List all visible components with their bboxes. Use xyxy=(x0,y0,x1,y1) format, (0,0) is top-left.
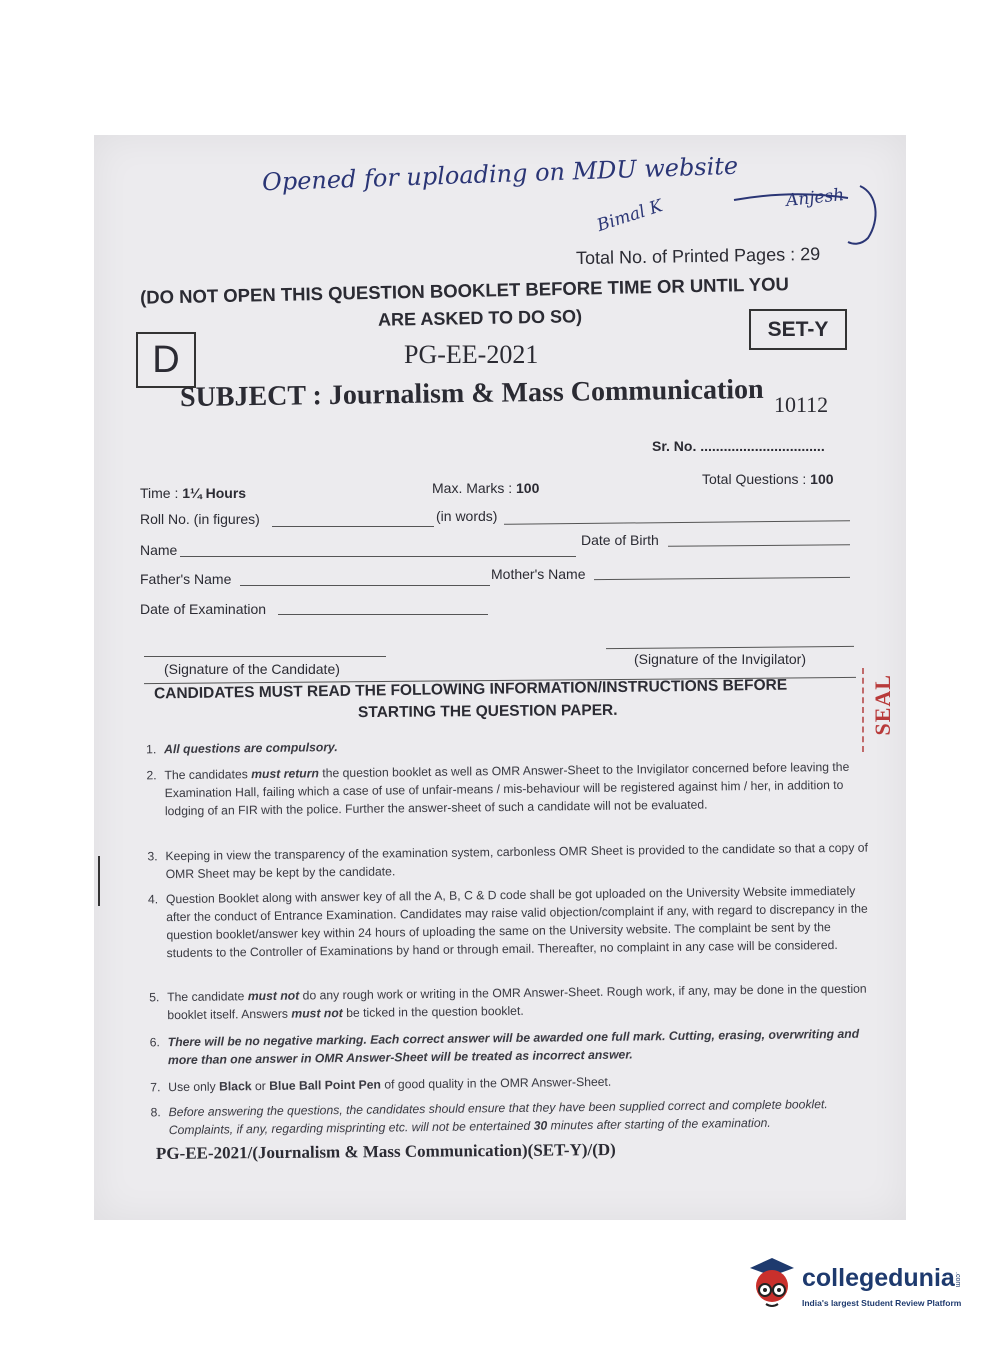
max-marks-value: 100 xyxy=(516,480,540,496)
seal-text: SEAL xyxy=(870,674,895,736)
instruction-number: 7. xyxy=(150,1080,161,1095)
total-questions-label: Total Questions : xyxy=(702,471,811,487)
sr-no: Sr. No. ................................ xyxy=(652,438,825,454)
name-line xyxy=(180,556,576,557)
invigilator-signature-label: (Signature of the Invigilator) xyxy=(634,651,806,667)
instruction-emphasis: must return xyxy=(251,766,319,782)
instruction-emphasis: Blue Ball Point Pen xyxy=(269,1077,382,1093)
subject-text: SUBJECT : Journalism & Mass Communication xyxy=(179,373,764,414)
instruction-text: or xyxy=(251,1078,270,1094)
instruction-number: 8. xyxy=(150,1105,161,1120)
date-exam-label: Date of Examination xyxy=(140,601,267,617)
instruction-text: The candidates xyxy=(164,767,252,783)
max-marks-label: Max. Marks : xyxy=(432,480,517,496)
instruction-text: do any rough work or writing in the OMR Answer-Sheet. Rough work, if any, may be done in the question booklet itself. Answers xyxy=(167,981,867,1023)
set-box: SET-Y xyxy=(749,309,847,350)
printed-pages: Total No. of Printed Pages : 29 xyxy=(575,243,821,269)
father-line xyxy=(240,585,490,586)
instruction-text: minutes after starting of the examination. xyxy=(547,1115,771,1133)
name-label: Name xyxy=(140,542,178,558)
instruction-text: There will be no negative marking. Each correct answer will be awarded one full mark. Cutting, erasing, overwriting and more than one answer in OMR Answer-Sheet will be treated as incorrect answer. xyxy=(167,1026,860,1068)
warning-line-2: ARE ASKED TO DO SO) xyxy=(377,306,583,330)
roll-figures-line xyxy=(272,526,434,527)
instruction-2 xyxy=(146,758,870,821)
instruction-number: 3. xyxy=(147,849,158,864)
exam-title: PG-EE-2021 xyxy=(404,340,539,369)
brand-tld: .com xyxy=(954,1272,961,1288)
handwritten-note: Opened for uploading on MDU website xyxy=(261,151,739,197)
instruction-text: Use only xyxy=(168,1079,220,1095)
instruction-text: Question Booklet along with answer key of all the A, B, C & D code shall be got uploaded on the University Website immediately after the conduct of Entrance Examination. Candidates may raise valid objection/complaint if any, with regard to discrepancy in the question booklet/answer key within 24 hours of uploading the same on the University website. The complaint be sent by the students to the Controller of Examinations by hand or through email. Thereafter, no complaint in any case will be considered. xyxy=(165,883,868,961)
instruction-text: The candidate xyxy=(167,989,248,1005)
candidate-signature-label: (Signature of the Candidate) xyxy=(164,661,340,677)
collegedunia-logo xyxy=(744,1250,974,1320)
warning-line-1: (DO NOT OPEN THIS QUESTION BOOKLET BEFORE TIME OR UNTIL YOU xyxy=(139,273,790,308)
instruction-emphasis: must not xyxy=(291,1006,343,1021)
instruction-emphasis: 30 xyxy=(533,1118,548,1133)
margin-mark xyxy=(98,856,100,906)
instruction-text: All questions are compulsory. xyxy=(164,740,338,757)
signature-2: Anjesh xyxy=(785,185,846,211)
instruction-text: the question booklet as well as OMR Answer-Sheet to the Invigilator concerned before leaving the Examination Hall, failing which a case of use of unfair-means / mis-behaviour will be registered against him / her, in addition to lodging of an FIR with the police. Further the answer-sheet of such a candidate will not be evaluated. xyxy=(164,759,850,819)
seal-stamp xyxy=(862,668,908,752)
mascot-icon xyxy=(744,1254,800,1314)
dob-label: Date of Birth xyxy=(581,532,659,548)
instruction-number: 5. xyxy=(149,990,160,1005)
total-questions xyxy=(702,471,834,487)
booklet-footer: PG-EE-2021/(Journalism & Mass Communication)(SET-Y)/(D) xyxy=(155,1139,616,1164)
instruction-number: 2. xyxy=(146,768,157,783)
roll-figures-label: Roll No. (in figures) xyxy=(140,511,260,527)
instruction-text: be ticked in the question booklet. xyxy=(342,1003,524,1021)
date-exam-line xyxy=(278,614,488,615)
serial-number: 10112 xyxy=(774,392,829,417)
instruction-text: Keeping in view the transparency of the examination system, carbonless OMR Sheet is provided to the candidate so that a copy of OMR Sheet may be kept by the candidate. xyxy=(165,840,869,882)
instruction-text: Before answering the questions, the candidates should ensure that they have been supplied correct and complete booklet. Complaints, if any, regarding misprinting etc. will not be entertained xyxy=(168,1097,828,1138)
brand-name: collegedunia xyxy=(802,1264,955,1292)
max-marks xyxy=(432,480,539,496)
time xyxy=(140,485,246,501)
instruction-number: 4. xyxy=(147,892,159,907)
code-box: D xyxy=(136,332,196,388)
instruction-emphasis: Black xyxy=(218,1079,252,1094)
candidate-signature-line xyxy=(144,656,386,657)
brand-tagline: India's largest Student Review Platform xyxy=(802,1298,962,1308)
instruction-emphasis: must not xyxy=(247,988,300,1004)
mother-label: Mother's Name xyxy=(491,566,586,582)
time-value: 1¼ Hours xyxy=(182,485,247,501)
instruction-4 xyxy=(147,882,872,963)
instructions-heading-1: CANDIDATES MUST READ THE FOLLOWING INFORMATION/INSTRUCTIONS BEFORE xyxy=(153,676,788,703)
roll-words-label: (in words) xyxy=(436,508,498,524)
instruction-number: 1. xyxy=(146,742,157,757)
total-questions-value: 100 xyxy=(810,471,834,487)
signature-1: Bimal K xyxy=(594,196,666,236)
instruction-number: 6. xyxy=(149,1035,160,1050)
father-label: Father's Name xyxy=(140,571,232,587)
instructions-heading-2: STARTING THE QUESTION PAPER. xyxy=(357,701,618,722)
instruction-text: of good quality in the OMR Answer-Sheet. xyxy=(380,1074,612,1092)
time-label: Time : xyxy=(140,485,183,501)
